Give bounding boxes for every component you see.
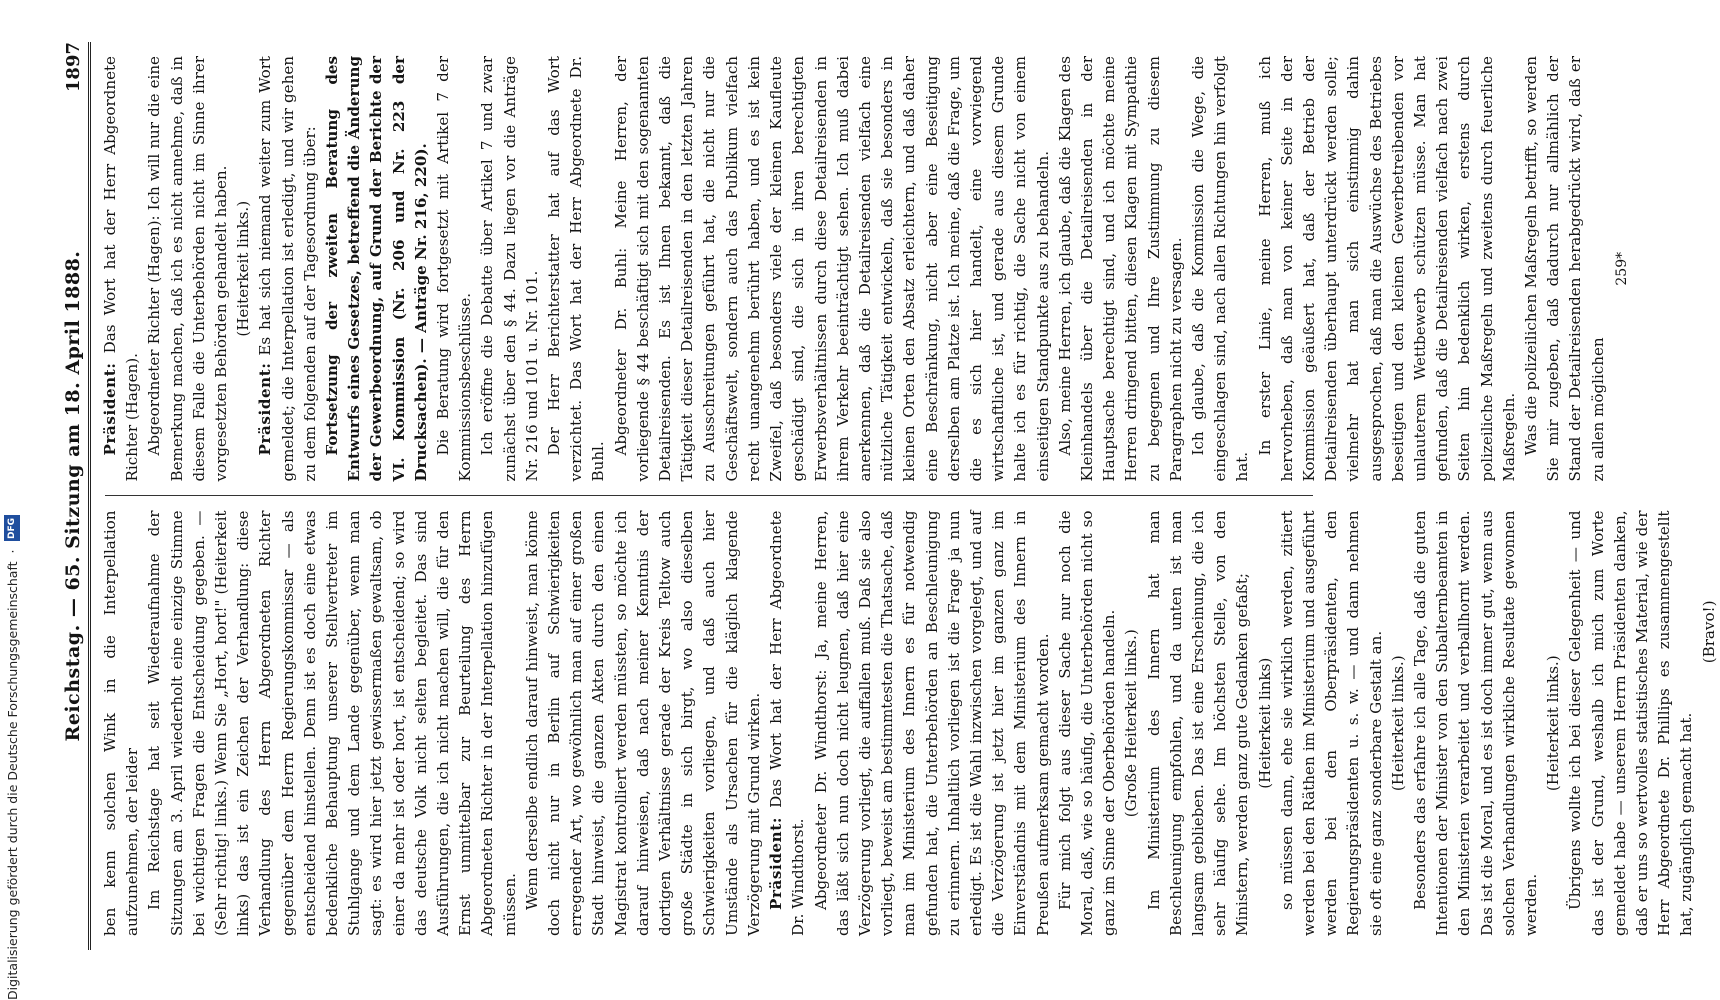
paragraph: (Heiterkeit links.) — [1544, 655, 1563, 792]
paragraph: Was die polizeilichen Maßregeln betrifft, so werden Sie mir zugeben, daß dadurch nur allmählich der Stand der Detailreisenden herabgedrückt wird, daß er zu allen möglichen — [1522, 56, 1607, 482]
paragraph: Der Herr Berichterstatter hat auf das Wort verzichtet. Das Wort hat der Herr Abgeordnete Dr. Buhl. — [545, 56, 608, 482]
page-number: 1897 — [63, 42, 84, 93]
left-column — [99, 497, 1718, 951]
paragraph: Also, meine Herren, ich glaube, daß die Klagen des Kleinhandels über die Detailreisenden in der Hauptsache berechtigt sind, und ich möchte meine Herren dringend bitten, diesen Klagen mit Sympathie zu begegnen und Ihre Zustimmung zu diesem Paragraphen nicht zu versagen. — [1055, 56, 1185, 482]
digitization-text: Digitalisierung gefördert durch die Deutsche Forschungsgemeinschaft — [4, 561, 20, 1000]
speaker-name: Präsident: — [256, 362, 275, 456]
paragraph: Fortsetzung der zweiten Beratung des Entwurfs eines Gesetzes, betreffend die Änderung der Gewerbeordnung, auf Grund der Berichte der VI. Kommission (Nr. 206 und Nr. 223 der Drucksachen). — Anträge Nr. 216, 220). — [323, 56, 430, 482]
paragraph: Abgeordneter Dr. Buhl: Meine Herren, der vorliegende § 44 beschäftigt sich mit den sogenannten Detailreisenden. Es ist Ihnen bekannt, daß die Tätigkeit dieser Detailreisenden in den letzten Jahren zu Ausschreitungen geführt hat, die nicht nur die Geschäftswelt, sondern auch das Publikum vielfach recht unangenehm berührt haben, und es ist kein Zweifel, daß besonders viele der kleinen Kaufleute geschädigt sind, die sich in ihren berechtigten Erwerbsverhältnissen durch diese Detailreisenden in ihrem Verkehr beeinträchtigt sehen. Ich muß dabei anerkennen, daß die Detailreisenden vielfach eine nützliche Tätigkeit entwickeln, daß sie besonders in kleinen Orten den Absatz erleichtern, und daß daher eine Beschränkung, nicht aber eine Beseitigung derselben am Platze ist. Ich meine, daß die Frage, um die es sich hier handelt, eine vorwiegend wirtschaftliche ist, und gerade aus diesem Grunde halte ich es für richtig, die Sache nicht von einem einseitigen Standpunkte aus zu behandeln. — [611, 56, 1052, 482]
digitization-note: Digitalisierung gefördert durch die Deutsche Forschungsgemeinschaft · DFG — [2, 20, 22, 1000]
column-divider — [105, 496, 1313, 497]
paragraph: Im Ministerium des Innern hat man Beschleunigung empfohlen, und da unten ist man langsam geblieben. Das ist eine Erscheinung, die ich sehr häufig sehe. Im höchsten Stelle, von den Ministern, werden ganz gute Gedanken gefaßt; — [1144, 510, 1252, 936]
right-column — [99, 42, 1630, 496]
paragraph: Ich eröffne die Debatte über Artikel 7 und zwar zunächst über den § 44. Dazu liegen vor die Anträge Nr. 216 und 101 u. Nr. 101. — [478, 56, 541, 482]
paragraph: Wenn derselbe endlich darauf hinweist, man könne doch nicht nur in Berlin auf Schwierigkeiten erregender Art, wo gewöhnlich man auf einer großen Stadt hinweist, die ganzen Akten durch den einen Magistrat kontrolliert werden müssten, so möchte ich darauf hinweisen, daß nach meiner Kenntnis der dortigen Verhältnisse gerade der Kreis Teltow auch große Städte in sich birgt, wo also dieselben Schwierigkeiten vorliegen, und daß auch hier Umstände als Ursachen für die kläglich klagende Verzögerung mit Grund wirken. — [522, 510, 763, 936]
header-title: Reichstag. — 65. Sitzung am 18. April 1888. — [62, 250, 84, 742]
paragraph: ben kenn solchen Wink in die Interpellation aufzunehmen, der leider — [101, 510, 142, 936]
paragraph: Präsident: Es hat sich niemand weiter zum Wort gemeldet; die Interpellation ist erledigt, und wir gehen zu dem folgenden auf der Tagesordnung über: — [256, 56, 319, 482]
speaker-name: Präsident: — [101, 362, 119, 456]
paragraph: Abgeordneter Richter (Hagen): Ich will nur die eine Bemerkung machen, daß ich es nicht annehme, daß in diesem Falle die Unterbehörden nicht im Sinne ihrer vorgesetzten Behörden gehandelt haben. — [145, 56, 231, 482]
page-scan — [40, 0, 1718, 1000]
paragraph: (Heiterkeit links.) — [234, 200, 253, 337]
running-header — [50, 42, 91, 950]
paragraph: Besonders das erfahre ich alle Tage, daß die guten Intentionen der Minister von den Subalternbeamten in den Ministerien verarbeitet und verballhornt werden. Das ist die Moral, und es ist doch immer gut, wenn aus solchen Verhandlungen wirkliche Resultate gewonnen werden. — [1410, 510, 1540, 936]
paragraph: so müssen dann, ehe sie wirklich werden, zitiert werden bei den Räthen im Ministerium und ausgeführt werden bei den Oberpräsidenten, den Regierungspräsidenten u. s. w. — und dann nehmen sie oft eine ganz sonderbare Gestalt an. — [1277, 510, 1385, 936]
paragraph: In erster Linie, meine Herren, muß ich hervorheben, daß man von keiner Seite in der Kommission geäußert hat, daß der Betrieb der Detailreisenden überhaupt unterdrückt werden solle; vielmehr hat man sich einstimmig dahin ausgesprochen, daß man die Auswüchse des Betriebes beseitigen und den kleinen Gewerbetreibenden vor unlauterem Wettbewerb schützen müsse. Man hat gefunden, daß die Detailreisenden vielfach nach zwei Seiten hin bedenklich wirken, erstens durch polizeiliche Maßregeln und zweitens durch feuerliche Maßregeln. — [1255, 56, 1518, 482]
paragraph: Ich glaube, daß die Kommission die Wege, die eingeschlagen sind, nach allen Richtungen hin verfolgt hat. — [1188, 56, 1252, 482]
text-columns — [99, 42, 1718, 950]
paragraph: Präsident: Das Wort hat der Herr Abgeordnete Richter (Hagen). — [101, 56, 142, 482]
paragraph: Übrigens wollte ich bei dieser Gelegenheit — und das ist der Grund, weshalb ich mich zum Worte gemeldet habe — unserem Herrn Präsidenten danken, daß er uns so wertvolles statistisches Material, wie der Herr Abgeordnete Dr. Phillips es zusammengestellt hat, zugänglich gemacht hat. — [1566, 510, 1696, 936]
paragraph: Die Beratung wird fortgesetzt mit Artikel 7 der Kommissionsbeschlüsse. — [434, 56, 475, 482]
paragraph: Abgeordneter Dr. Windthorst: Ja, meine Herren, das läßt sich nun doch nicht leugnen, daß hier eine Verzögerung vorliegt, die auffallen muß. Daß sie also vorliegt, beweist am bestimmtesten die Thatsache, daß man im Ministerium des Innern es für notwendig gefunden hat, die Unterbehörden an Beschleunigung zu erinnern. Inhaltlich vorliegen ist die Frage ja nun erledigt. Es ist die Wahl inzwischen vorgelegt, und auf die Verzögerung ist jetzt hier im ganzen ganz im Einverständnis mit dem Ministerium des Innern in Preußen aufmerksam gemacht worden. — [811, 510, 1052, 936]
speaker-name: Präsident: — [767, 817, 786, 910]
paragraph: Präsident: Das Wort hat der Herr Abgeordnete Dr. Windthorst. — [767, 510, 808, 936]
paragraph: (Bravo!) — [1699, 600, 1718, 664]
paragraph: Im Reichstage hat seit Wiederaufnahme der Sitzungen am 3. April wiederholt eine einzige Stimme bei wichtigen Fragen die Entscheidung gegeben. — (Sehr richtig! links.) Wenn Sie „Hort, hort!" (Heiterkeit links) das ist ein Zeichen der Verhandlung: diese Verhandlung des Herrn Abgeordneten Richter gegenüber dem Herrn Regierungskommissar — als entscheidend hinstellen. Denn ist es doch eine etwas bedenkliche Behauptung unserer Stellvertreter im Stuhlgange und dem Lande gegenüber, wenn man sagt: es wird hier jetzt gewissermaßen gewaltsam, ob einer da mehr ist oder hort, ist entscheidend; so wird das deutsche Volk nicht selten begleitet. Das sind Ausführungen, die ich nicht machen will, die für den Ernst unmittelbar zur Beurteilung des Herrn Abgeordneten Richter in der Interpellation hinzufügen müssen. — [145, 510, 519, 936]
paragraph: Für mich folgt aus dieser Sache nur noch die Moral, daß, wie so häufig, die Unterbehörden nicht so ganz im Sinne der Oberbehörden handeln. — [1055, 510, 1119, 936]
paragraph: (Heiterkeit links.) — [1388, 655, 1407, 792]
dfg-logo: DFG — [4, 515, 20, 541]
paragraph: (Große Heiterkeit links.) — [1122, 629, 1141, 818]
paragraph: (Heiterkeit links) — [1255, 657, 1274, 789]
sheet-number: 259* — [1613, 251, 1630, 286]
